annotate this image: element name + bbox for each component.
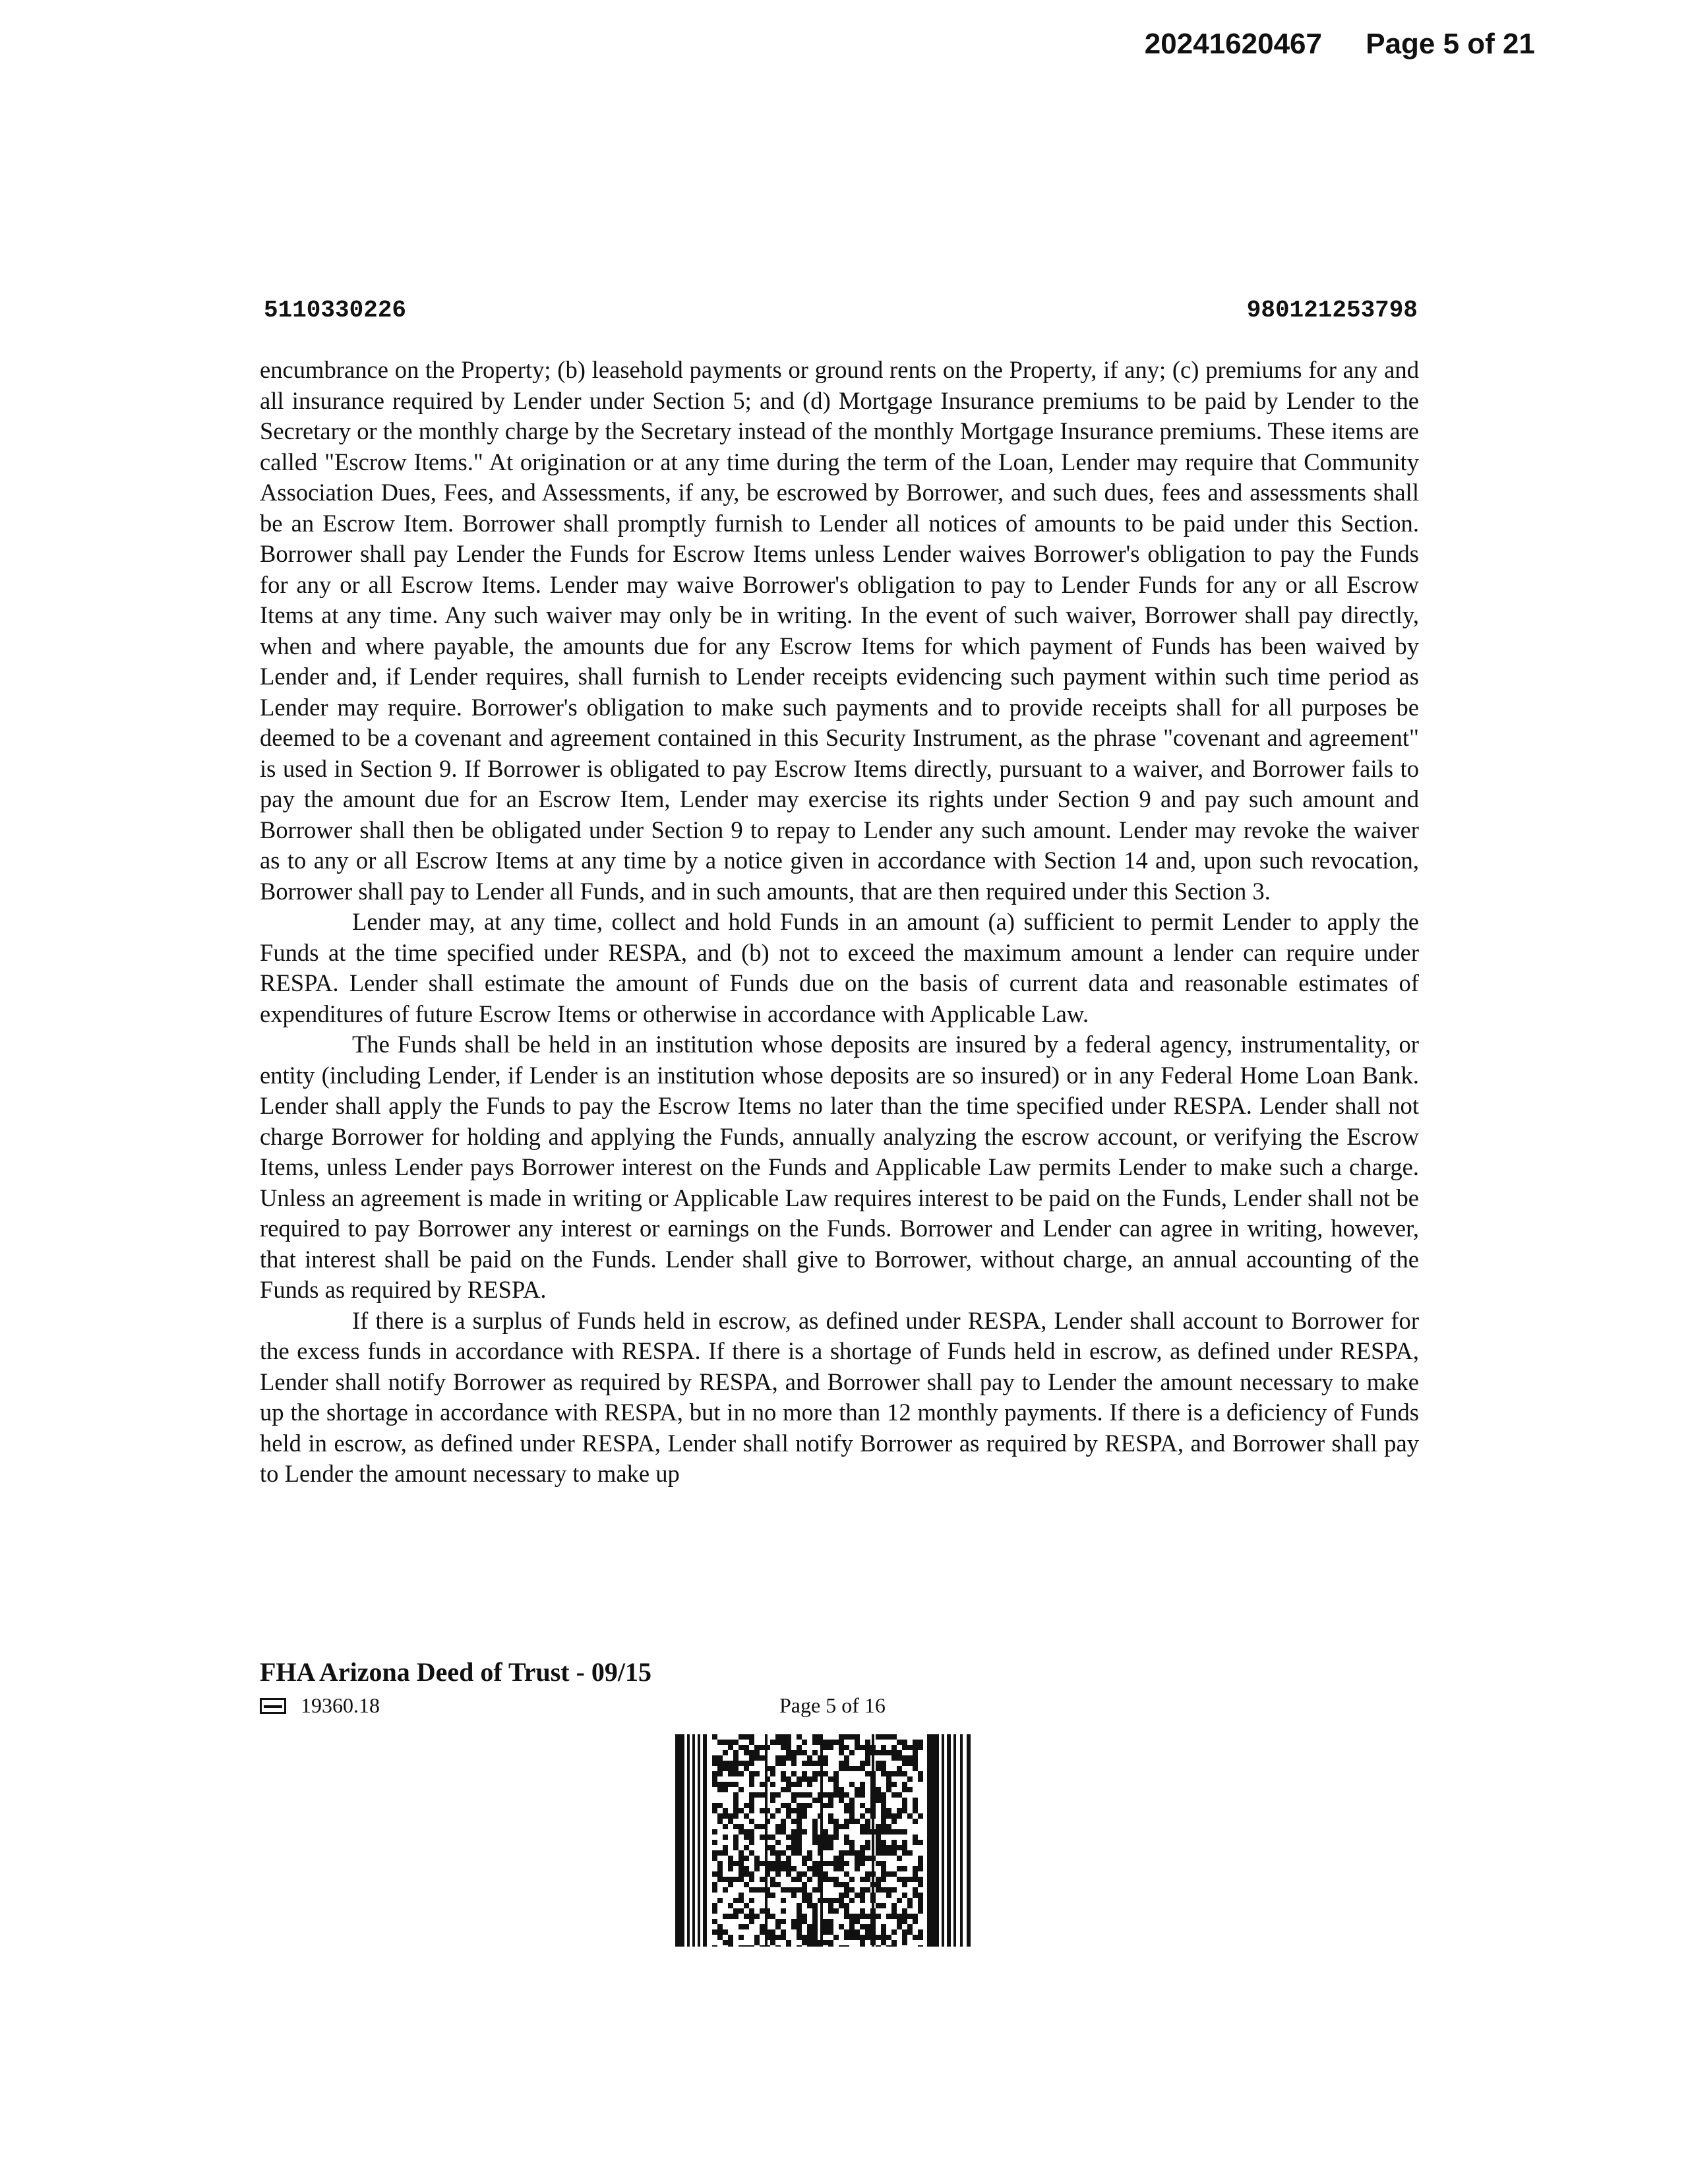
paragraph-surplus: If there is a surplus of Funds held in escrow, as defined under RESPA, Lender shall account to Borrower for the excess funds in accordance with RESPA. If there is a shortage of Funds held in escrow, as defined under RESPA, Lender shall notify Borrower as required by RESPA, and Borrower shall pay to Lender the amount necessary to make up the shortage in accordance with RESPA, but in no more than 12 monthly payments. If there is a deficiency of Funds held in escrow, as defined under RESPA, Lender shall notify Borrower as required by RESPA, and Borrower shall pay to Lender the amount necessary to make up [260,1306,1419,1487]
document-body [260,355,1419,1490]
barcode-icon [674,1734,984,1947]
recording-header [1145,28,1535,61]
paragraph-collect-funds: Lender may, at any time, collect and hold Funds in an amount (a) sufficient to permit Lender to apply the Funds at the time specified under RESPA, and (b) not to exceed the maximum amount a lender can require under RESPA. Lender shall estimate the amount of Funds due on the basis of current data and reasonable estimates of expenditures of future Escrow Items or otherwise in accordance with Applicable Law. [260,908,1419,1027]
ellie-mae-logo-icon [260,1698,286,1714]
form-number-row [260,1693,380,1718]
form-title: FHA Arizona Deed of Trust - 09/15 [260,1657,652,1687]
recording-page-label: Page 5 of 21 [1366,28,1535,60]
paragraph-funds-held: The Funds shall be held in an institution whose deposits are insured by a federal agency, instrumentality, or entity (including Lender, if Lender is an institution whose deposits are so insured) or in any Federal Home Loan Bank. Lender shall apply the Funds to pay the Escrow Items no later than the time specified under RESPA. Lender shall not charge Borrower for holding and applying the Funds, annually analyzing the escrow account, or verifying the Escrow Items, unless Lender pays Borrower interest on the Funds and Applicable Law permits Lender to make such a charge. Unless an agreement is made in writing or Applicable Law requires interest to be paid on the Funds, Lender shall not be required to pay Borrower any interest or earnings on the Funds. Borrower and Lender can agree in writing, however, that interest shall be paid on the Funds. Lender shall give to Borrower, without charge, an annual accounting of the Funds as required by RESPA. [260,1031,1419,1303]
recording-number: 20241620467 [1144,28,1322,60]
form-number: 19360.18 [301,1693,380,1717]
min-number: 980121253798 [1246,297,1418,324]
loan-number: 5110330226 [264,297,407,324]
paragraph-escrow-items: encumbrance on the Property; (b) leasehold payments or ground rents on the Property, if any; (c) premiums for any and all insurance required by Lender under Section 5; and (d) Mortgage Insurance premiums to be paid by Lender to the Secretary or the monthly charge by the Secretary instead of the monthly Mortgage Insurance premiums. These items are called "Escrow Items." At origination or at any time during the term of the Loan, Lender may require that Community Association Dues, Fees, and Assessments, if any, be escrowed by Borrower, and such dues, fees and assessments shall be an Escrow Item. Borrower shall promptly furnish to Lender all notices of amounts to be paid under this Section. Borrower shall pay Lender the Funds for Escrow Items unless Lender waives Borrower's obligation to pay the Funds for any or all Escrow Items. Lender may waive Borrower's obligation to pay to Lender Funds for any or all Escrow Items at any time. Any such waiver may only be in writing. In the event of such waiver, Borrower shall pay directly, when and where payable, the amounts due for any Escrow Items for which payment of Funds has been waived by Lender and, if Lender requires, shall furnish to Lender receipts evidencing such payment within such time period as Lender may require. Borrower's obligation to make such payments and to provide receipts shall for all purposes be deemed to be a covenant and agreement contained in this Security Instrument, as the phrase "covenant and agreement" is used in Section 9. If Borrower is obligated to pay Escrow Items directly, pursuant to a waiver, and Borrower fails to pay the amount due for an Escrow Item, Lender may exercise its rights under Section 9 and pay such amount and Borrower shall then be obligated under Section 9 to repay to Lender any such amount. Lender may revoke the waiver as to any or all Escrow Items at any time by a notice given in accordance with Section 14 and, upon such revocation, Borrower shall pay to Lender all Funds, and in such amounts, that are then required under this Section 3. [260,356,1419,905]
document-page-label: Page 5 of 16 [779,1693,886,1717]
